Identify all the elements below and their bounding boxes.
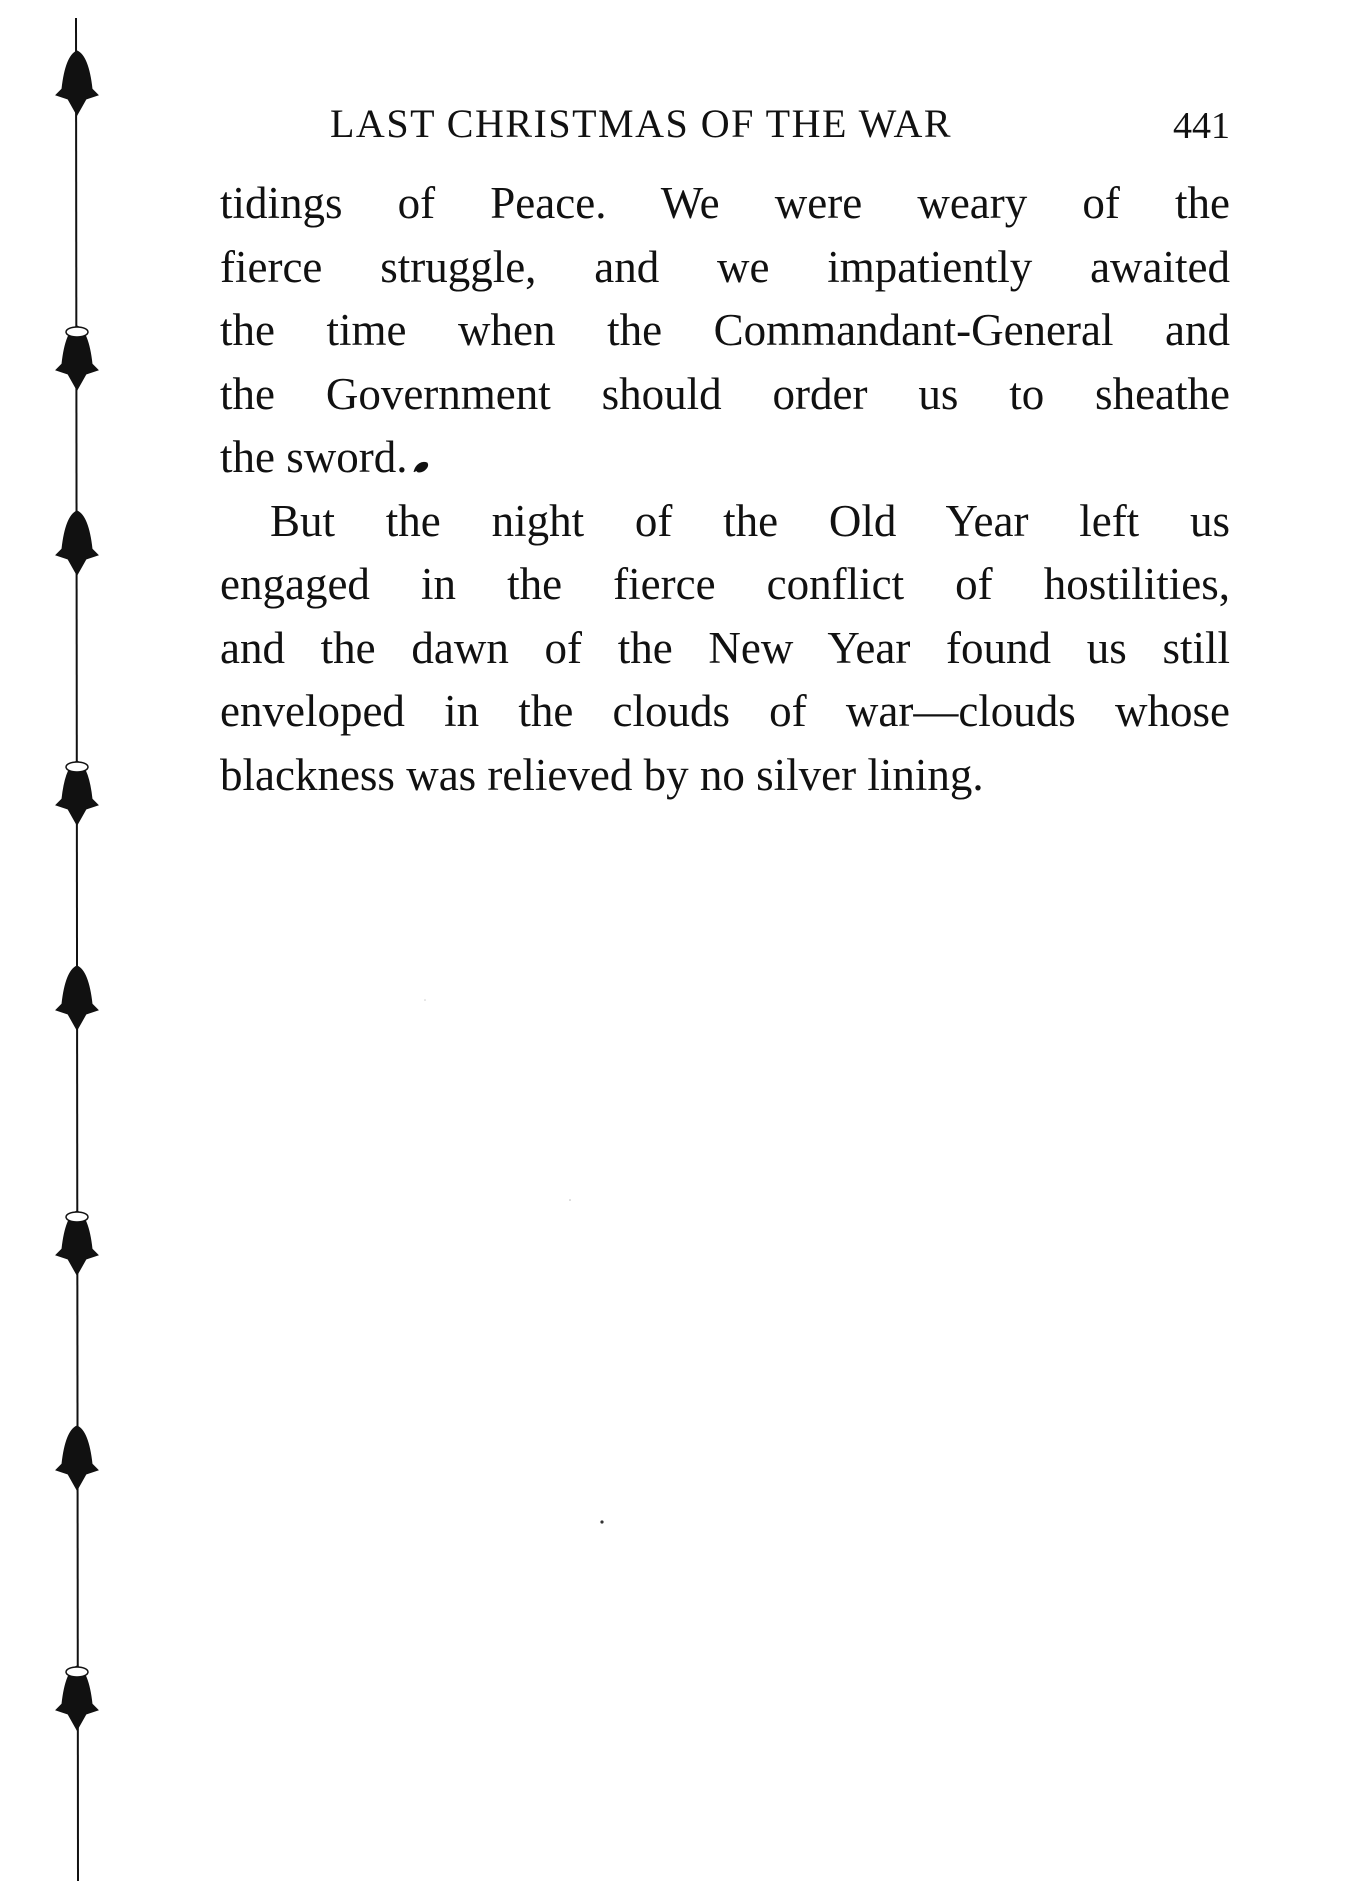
page-number: 441 [1173, 105, 1230, 147]
text-line: But the night of the Old Year left us [270, 495, 1230, 546]
running-head [220, 100, 1230, 160]
text-line-content: the sword. [220, 432, 408, 482]
fleuron-icon [413, 460, 429, 474]
text-line: tidings of Peace. We were weary of the [220, 178, 1230, 228]
text-line: the time when the Commandant-General and [220, 305, 1230, 355]
bell-chain-border-icon [28, 0, 118, 1881]
bell-ornament-icon [56, 51, 98, 115]
body-text [220, 172, 1230, 807]
bell-ornament-icon [56, 761, 98, 825]
text-line: blackness was relieved by no silver lining. [220, 749, 984, 800]
bell-ornament-icon [56, 1211, 98, 1275]
running-title: LAST CHRISTMAS OF THE WAR [330, 101, 953, 146]
bell-ornament-icon [56, 966, 98, 1030]
bell-ornament-icon [56, 1426, 98, 1490]
text-line: enveloped in the clouds of war—clouds whose [220, 686, 1230, 736]
text-line: the Government should order us to sheathe [220, 368, 1230, 419]
text-line: fierce struggle, and we impatiently awaited [220, 241, 1230, 292]
text-line: and the dawn of the New Year found us still [220, 622, 1230, 673]
text-line-last [220, 426, 1230, 490]
bell-ornament-icon [56, 511, 98, 575]
bell-ornament-icon [56, 326, 98, 390]
bell-ornament-icon [56, 1666, 98, 1730]
text-line: engaged in the fierce conflict of hostilities, [220, 559, 1230, 609]
